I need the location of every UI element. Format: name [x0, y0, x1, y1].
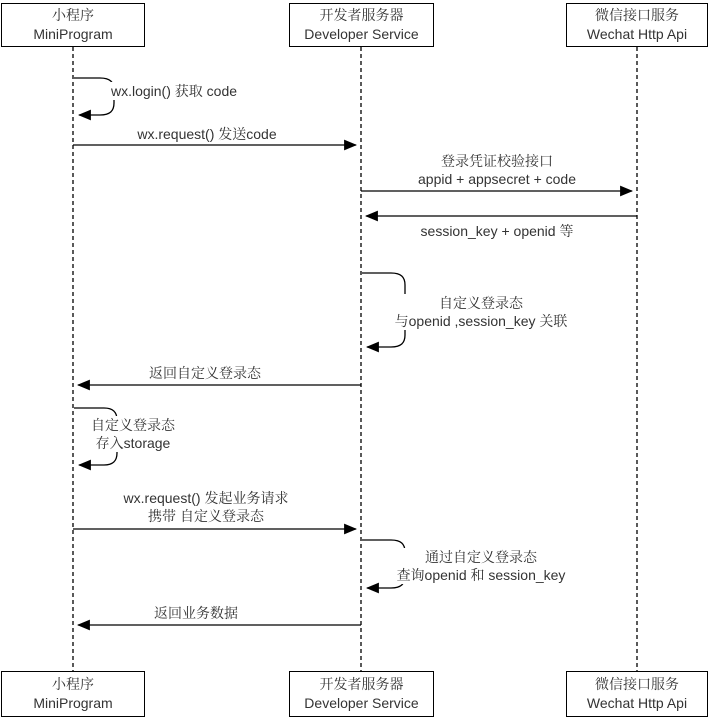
actor-top-developer-service [289, 3, 434, 47]
label-session-key [418, 222, 577, 240]
actor-name-zh: 开发者服务器 [319, 676, 404, 692]
label-line: wx.login() 获取 code [110, 83, 238, 99]
label-line: 存入storage [95, 435, 171, 451]
label-login-check [415, 152, 579, 188]
actor-name-en: MiniProgram [33, 26, 113, 42]
actor-name-en: Wechat Http Api [586, 695, 688, 711]
actor-name-en: Developer Service [304, 26, 419, 42]
actor-name-en: Wechat Http Api [586, 26, 688, 42]
label-line: appid + appsecret + code [417, 171, 577, 187]
actor-top-miniprogram [1, 3, 145, 47]
label-line: wx.request() 发送code [137, 126, 277, 142]
actor-name-zh: 小程序 [52, 7, 94, 23]
label-line: 与openid ,session_key 关联 [394, 313, 568, 329]
label-store-storage [88, 416, 178, 452]
actor-bottom-wechat-api [566, 671, 708, 717]
actor-name-zh: 小程序 [52, 676, 94, 692]
actor-top-wechat-api [566, 3, 708, 47]
actor-bottom-developer-service [289, 671, 434, 717]
actor-name-zh: 开发者服务器 [319, 7, 404, 23]
actor-name-zh: 微信接口服务 [595, 676, 679, 692]
actor-name-en: MiniProgram [33, 695, 113, 711]
label-line: 返回自定义登录态 [149, 365, 261, 381]
label-line: 自定义登录态 [91, 417, 175, 433]
label-custom-login-bind [392, 294, 571, 330]
actor-bottom-miniprogram [1, 671, 145, 717]
label-business-request [121, 489, 292, 525]
label-return-custom-login [146, 364, 264, 382]
actor-name-en: Developer Service [304, 695, 419, 711]
label-return-business-data [151, 604, 241, 622]
label-line: 查询openid 和 session_key [396, 567, 566, 583]
label-line: wx.request() 发起业务请求 [123, 490, 289, 506]
label-line: 返回业务数据 [154, 605, 238, 621]
label-line: 登录凭证校验接口 [440, 153, 553, 169]
label-send-code [134, 125, 279, 143]
label-line: 自定义登录态 [438, 295, 523, 311]
label-query-session [394, 548, 569, 584]
label-line: 通过自定义登录态 [425, 549, 537, 565]
label-wx-login [108, 82, 240, 100]
actor-name-zh: 微信接口服务 [595, 7, 679, 23]
label-line: 携带 自定义登录态 [148, 508, 264, 524]
label-line: session_key + openid 等 [420, 223, 574, 239]
